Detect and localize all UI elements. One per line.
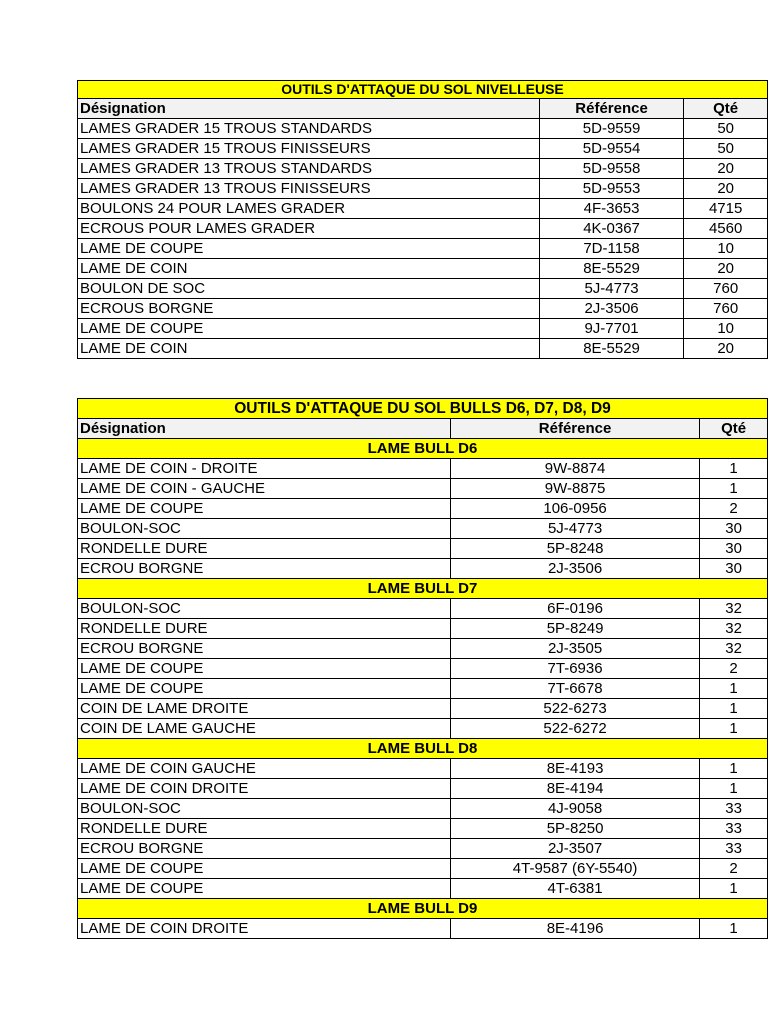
cell-qty: 50: [684, 119, 768, 139]
cell-reference: 2J-3506: [450, 559, 699, 579]
cell-reference: 2J-3505: [450, 639, 699, 659]
cell-designation: LAME DE COIN GAUCHE: [78, 759, 451, 779]
cell-reference: 5D-9558: [539, 159, 684, 179]
header-qty: Qté: [700, 419, 768, 439]
cell-reference: 8E-4194: [450, 779, 699, 799]
header-reference: Référence: [539, 99, 684, 119]
cell-designation: LAME DE COUPE: [78, 499, 451, 519]
cell-qty: 33: [700, 799, 768, 819]
cell-reference: 4K-0367: [539, 219, 684, 239]
table-row: [78, 339, 768, 359]
cell-reference: 106-0956: [450, 499, 699, 519]
cell-qty: 10: [684, 319, 768, 339]
cell-qty: 32: [700, 599, 768, 619]
section-header-row: [78, 739, 768, 759]
cell-designation: ECROU BORGNE: [78, 639, 451, 659]
cell-reference: 4J-9058: [450, 799, 699, 819]
cell-reference: 5P-8250: [450, 819, 699, 839]
table-row: [78, 319, 768, 339]
header-designation: Désignation: [78, 419, 451, 439]
cell-qty: 33: [700, 819, 768, 839]
cell-reference: 9W-8875: [450, 479, 699, 499]
table-row: [78, 639, 768, 659]
table-row: [78, 479, 768, 499]
cell-reference: 9W-8874: [450, 459, 699, 479]
cell-designation: LAME DE COIN: [78, 339, 540, 359]
table-row: [78, 919, 768, 939]
cell-designation: RONDELLE DURE: [78, 619, 451, 639]
table-nivelleuse: [77, 80, 768, 359]
cell-qty: 1: [700, 699, 768, 719]
cell-reference: 5D-9553: [539, 179, 684, 199]
section-header-row: [78, 439, 768, 459]
cell-reference: 7D-1158: [539, 239, 684, 259]
cell-qty: 1: [700, 479, 768, 499]
cell-designation: COIN DE LAME DROITE: [78, 699, 451, 719]
cell-designation: LAMES GRADER 15 TROUS STANDARDS: [78, 119, 540, 139]
cell-designation: LAME DE COUPE: [78, 239, 540, 259]
table-row: [78, 599, 768, 619]
cell-designation: BOULON DE SOC: [78, 279, 540, 299]
table-row: [78, 179, 768, 199]
table-bulls: [77, 398, 768, 939]
cell-reference: 2J-3507: [450, 839, 699, 859]
cell-reference: 4F-3653: [539, 199, 684, 219]
table-row: [78, 879, 768, 899]
table-row: [78, 539, 768, 559]
section-header: LAME BULL D7: [78, 579, 768, 599]
cell-qty: 20: [684, 339, 768, 359]
cell-qty: 1: [700, 779, 768, 799]
table-row: [78, 679, 768, 699]
cell-designation: RONDELLE DURE: [78, 539, 451, 559]
cell-qty: 20: [684, 179, 768, 199]
table-title-row: [78, 399, 768, 419]
cell-qty: 2: [700, 859, 768, 879]
header-reference: Référence: [450, 419, 699, 439]
header-qty: Qté: [684, 99, 768, 119]
table-row: [78, 859, 768, 879]
cell-reference: 2J-3506: [539, 299, 684, 319]
cell-qty: 20: [684, 259, 768, 279]
cell-reference: 5D-9559: [539, 119, 684, 139]
table-row: [78, 459, 768, 479]
table-row: [78, 159, 768, 179]
section-header: LAME BULL D9: [78, 899, 768, 919]
cell-qty: 20: [684, 159, 768, 179]
cell-reference: 7T-6678: [450, 679, 699, 699]
cell-qty: 2: [700, 659, 768, 679]
table-row: [78, 659, 768, 679]
cell-designation: LAME DE COUPE: [78, 659, 451, 679]
cell-qty: 760: [684, 299, 768, 319]
table-row: [78, 199, 768, 219]
cell-designation: COIN DE LAME GAUCHE: [78, 719, 451, 739]
cell-reference: 9J-7701: [539, 319, 684, 339]
cell-designation: BOULON-SOC: [78, 599, 451, 619]
cell-qty: 30: [700, 539, 768, 559]
table-row: [78, 219, 768, 239]
table-row: [78, 559, 768, 579]
cell-designation: LAME DE COIN - GAUCHE: [78, 479, 451, 499]
cell-reference: 8E-5529: [539, 259, 684, 279]
cell-reference: 8E-4196: [450, 919, 699, 939]
table-row: [78, 299, 768, 319]
cell-qty: 1: [700, 719, 768, 739]
section-header: LAME BULL D8: [78, 739, 768, 759]
table-title: OUTILS D'ATTAQUE DU SOL NIVELLEUSE: [78, 81, 768, 99]
cell-qty: 32: [700, 619, 768, 639]
cell-qty: 1: [700, 879, 768, 899]
table-row: [78, 799, 768, 819]
cell-qty: 1: [700, 459, 768, 479]
cell-designation: LAMES GRADER 15 TROUS FINISSEURS: [78, 139, 540, 159]
section-header-row: [78, 579, 768, 599]
cell-designation: LAME DE COIN - DROITE: [78, 459, 451, 479]
cell-qty: 30: [700, 559, 768, 579]
cell-reference: 7T-6936: [450, 659, 699, 679]
section-header: LAME BULL D6: [78, 439, 768, 459]
cell-designation: LAMES GRADER 13 TROUS FINISSEURS: [78, 179, 540, 199]
cell-designation: LAME DE COIN: [78, 259, 540, 279]
cell-qty: 50: [684, 139, 768, 159]
cell-designation: BOULON-SOC: [78, 799, 451, 819]
table-row: [78, 239, 768, 259]
table-row: [78, 259, 768, 279]
cell-designation: LAME DE COUPE: [78, 319, 540, 339]
table-row: [78, 759, 768, 779]
cell-qty: 4715: [684, 199, 768, 219]
cell-designation: LAME DE COIN DROITE: [78, 919, 451, 939]
table-row: [78, 139, 768, 159]
table-title: OUTILS D'ATTAQUE DU SOL BULLS D6, D7, D8, D9: [78, 399, 768, 419]
header-designation: Désignation: [78, 99, 540, 119]
cell-designation: RONDELLE DURE: [78, 819, 451, 839]
cell-designation: LAME DE COUPE: [78, 679, 451, 699]
cell-reference: 8E-4193: [450, 759, 699, 779]
section-header-row: [78, 899, 768, 919]
table-row: [78, 699, 768, 719]
table-row: [78, 779, 768, 799]
cell-designation: LAME DE COUPE: [78, 879, 451, 899]
cell-reference: 5P-8248: [450, 539, 699, 559]
cell-reference: 5D-9554: [539, 139, 684, 159]
cell-designation: BOULONS 24 POUR LAMES GRADER: [78, 199, 540, 219]
cell-qty: 4560: [684, 219, 768, 239]
table-row: [78, 279, 768, 299]
cell-qty: 10: [684, 239, 768, 259]
cell-designation: BOULON-SOC: [78, 519, 451, 539]
cell-reference: 5J-4773: [450, 519, 699, 539]
cell-designation: LAME DE COUPE: [78, 859, 451, 879]
cell-qty: 1: [700, 919, 768, 939]
cell-reference: 5P-8249: [450, 619, 699, 639]
cell-designation: LAME DE COIN DROITE: [78, 779, 451, 799]
header-row: [78, 99, 768, 119]
cell-reference: 4T-6381: [450, 879, 699, 899]
table-row: [78, 839, 768, 859]
cell-qty: 1: [700, 679, 768, 699]
cell-reference: 6F-0196: [450, 599, 699, 619]
table-row: [78, 819, 768, 839]
cell-qty: 2: [700, 499, 768, 519]
cell-designation: ECROUS BORGNE: [78, 299, 540, 319]
table-title-row: [78, 81, 768, 99]
cell-designation: ECROU BORGNE: [78, 839, 451, 859]
table-row: [78, 719, 768, 739]
header-row: [78, 419, 768, 439]
cell-designation: LAMES GRADER 13 TROUS STANDARDS: [78, 159, 540, 179]
cell-reference: 5J-4773: [539, 279, 684, 299]
cell-qty: 32: [700, 639, 768, 659]
cell-designation: ECROUS POUR LAMES GRADER: [78, 219, 540, 239]
cell-qty: 1: [700, 759, 768, 779]
cell-qty: 30: [700, 519, 768, 539]
cell-reference: 522-6273: [450, 699, 699, 719]
cell-reference: 8E-5529: [539, 339, 684, 359]
cell-reference: 522-6272: [450, 719, 699, 739]
table-row: [78, 119, 768, 139]
table-row: [78, 519, 768, 539]
table-row: [78, 499, 768, 519]
cell-qty: 760: [684, 279, 768, 299]
cell-designation: ECROU BORGNE: [78, 559, 451, 579]
cell-reference: 4T-9587 (6Y-5540): [450, 859, 699, 879]
cell-qty: 33: [700, 839, 768, 859]
table-row: [78, 619, 768, 639]
